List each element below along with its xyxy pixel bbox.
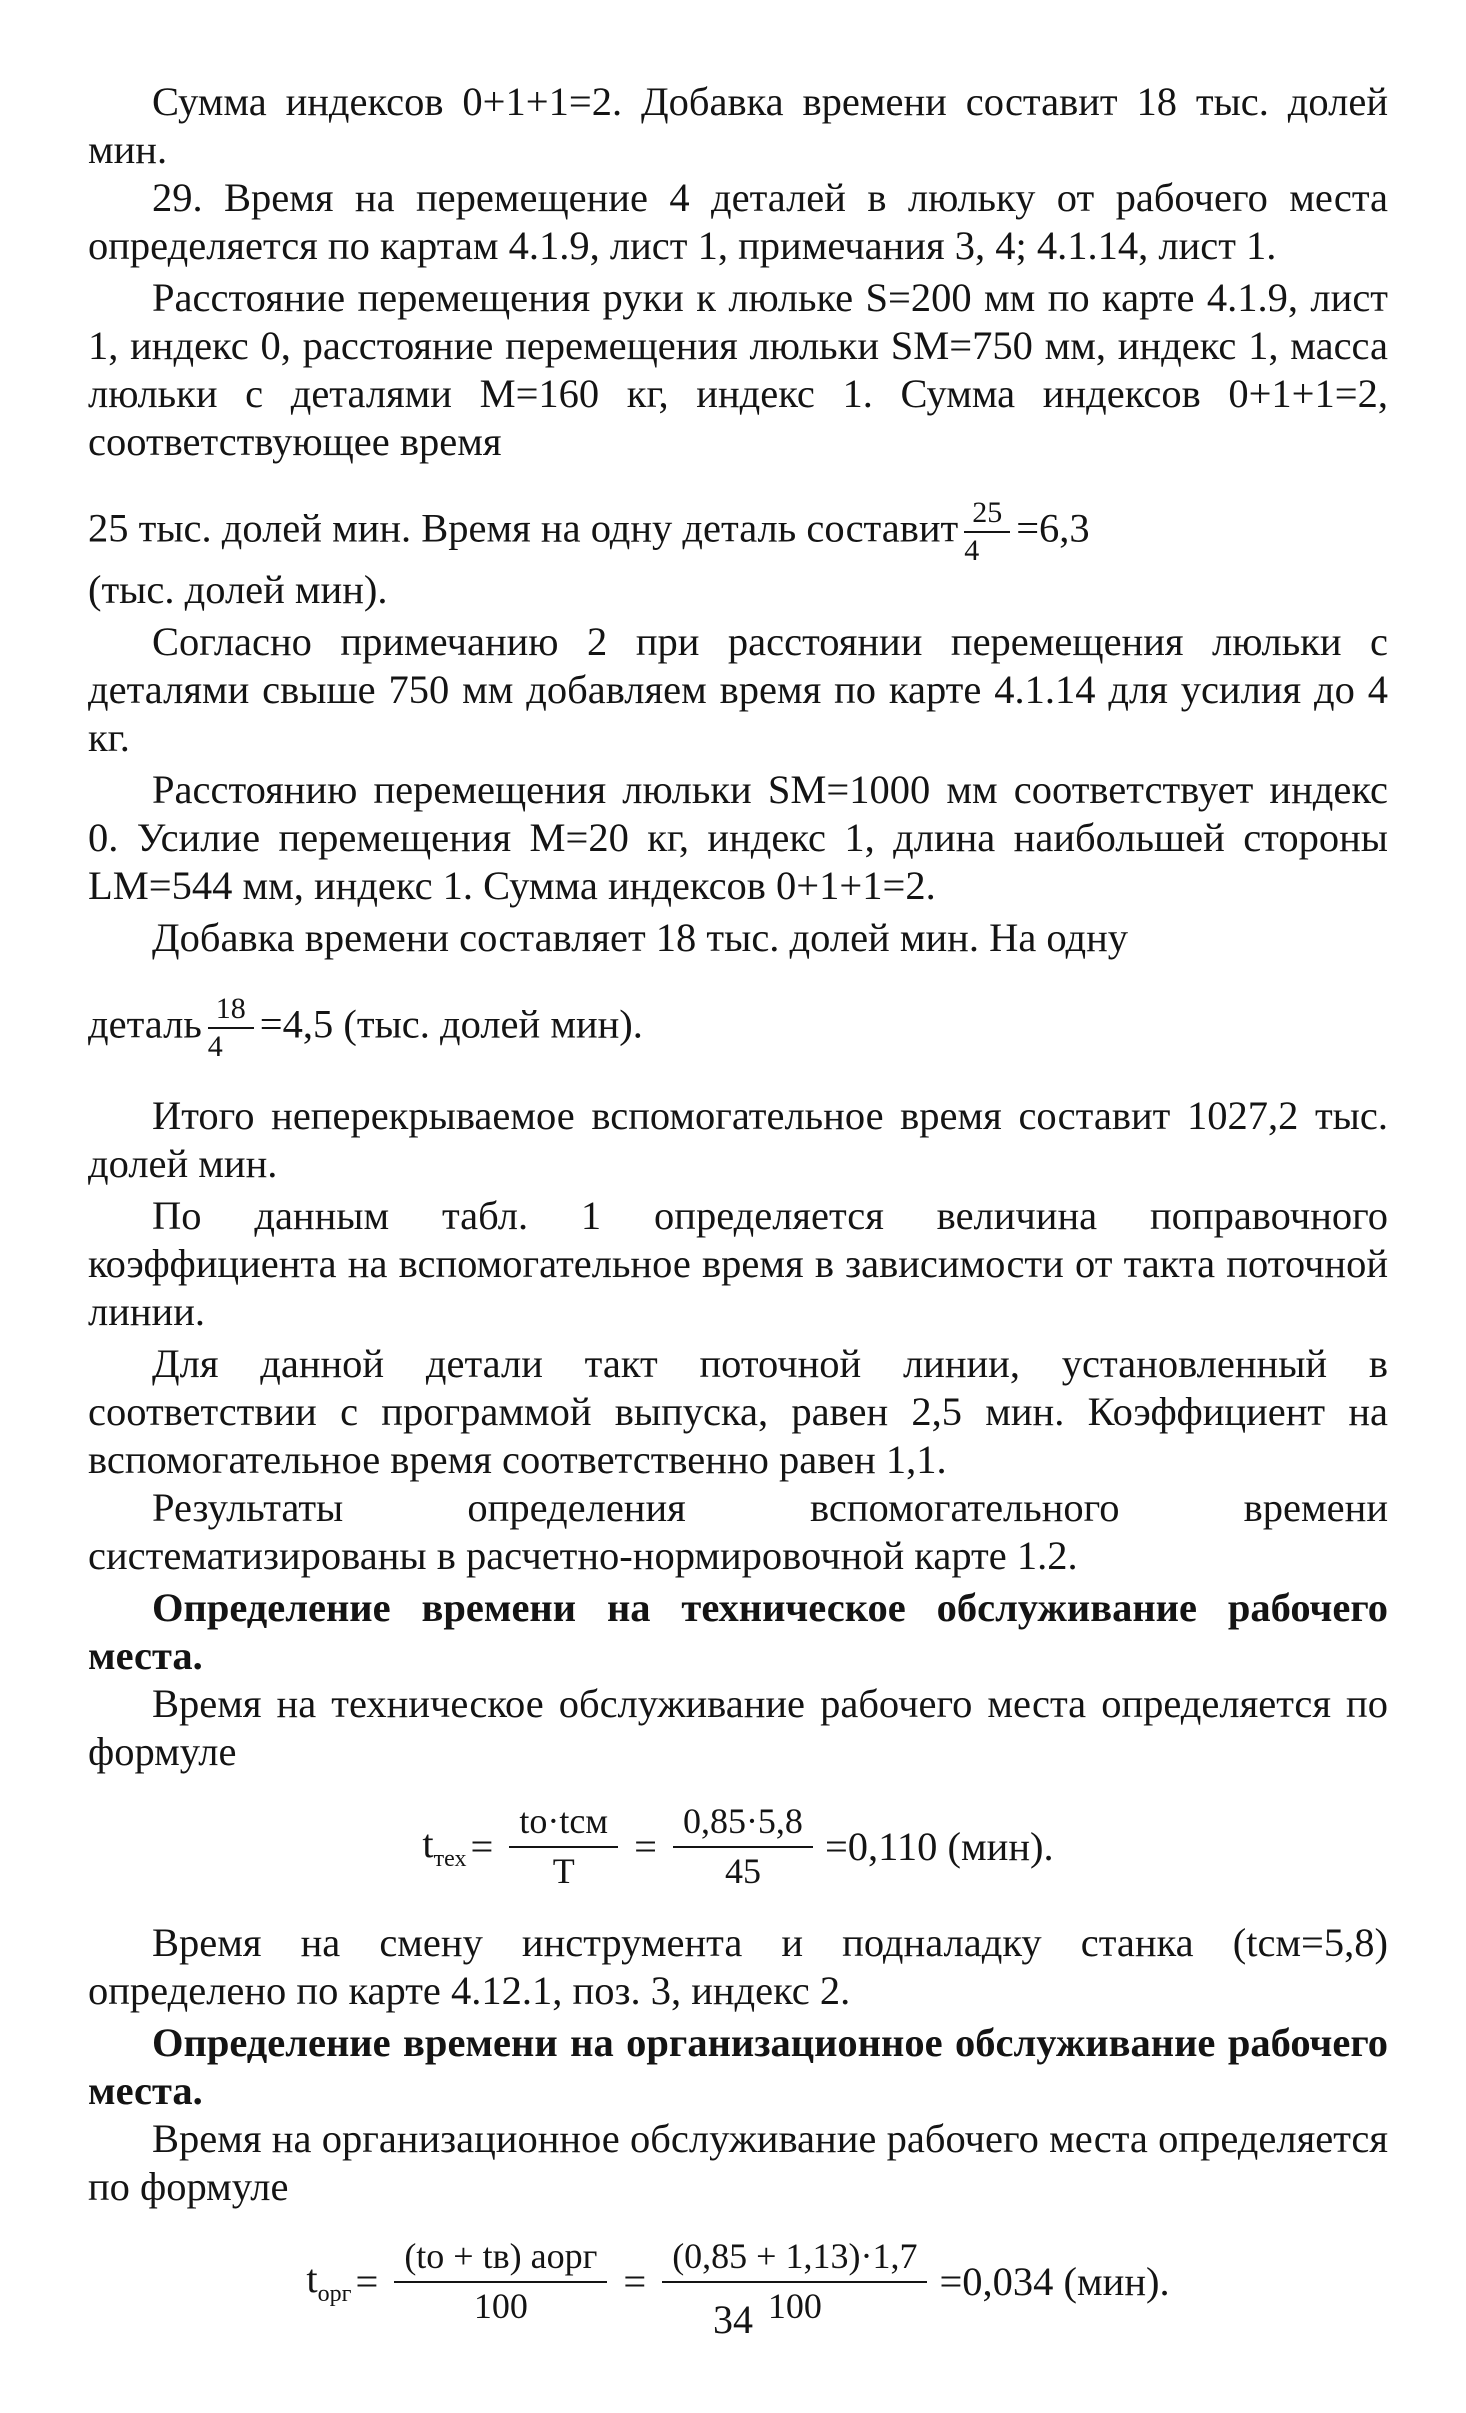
formula-fraction-symbolic xyxy=(509,1802,618,1891)
formula-result: =0,110 (мин). xyxy=(824,1824,1054,1870)
formula-numerator: 0,85·5,8 xyxy=(673,1802,813,1848)
paragraph-table-1: По данным табл. 1 определяется величина поправочного коэффициента на вспомогательное время в зависимости от такта поточной линии. xyxy=(88,1193,1388,1334)
formula-numerator: (0,85 + 1,13)·1,7 xyxy=(662,2237,927,2283)
heading-organizational-service: Определение времени на организационное обслуживание рабочего места. xyxy=(88,2020,1388,2114)
paragraph-organizational-formula-intro: Время на организационное обслуживание рабочего места определяется по формуле xyxy=(88,2116,1388,2210)
paragraph-time-addition: Добавка времени составляет 18 тыс. долей мин. На одну xyxy=(152,915,1129,960)
formula-denominator: 100 xyxy=(767,2285,822,2326)
page-number: 34 xyxy=(713,2297,753,2342)
text-result-6-3: =6,3 xyxy=(1016,505,1090,551)
equals-sign: = xyxy=(634,1824,657,1870)
paragraph-per-part-result xyxy=(88,994,1388,1062)
paragraph-total: Итого неперекрываемое вспомогательное время составит 1027,2 тыс. долей мин. xyxy=(88,1093,1388,1186)
fraction-25-4 xyxy=(964,498,1010,566)
paragraph-item-29: 29. Время на перемещение 4 деталей в люльку от рабочего места определяется по картам 4.1.9, лист 1, примечания 3, 4; 4.1.14, лист 1. xyxy=(88,175,1388,268)
paragraph-note-2: Согласно примечанию 2 при расстоянии перемещения люльки с деталями свыше 750 мм добавляем время по карте 4.1.14 для усилия до 4 кг. xyxy=(88,619,1388,760)
formula-lhs: $t_{тех}$ xyxy=(422,1821,467,1873)
formula-lhs: $t_{орг}$ xyxy=(306,2256,352,2308)
paragraph-time-per-part xyxy=(88,498,1388,566)
fraction-18-4 xyxy=(208,994,254,1062)
text-detail: деталь xyxy=(88,1001,202,1047)
paragraph-line-takt: Для данной детали такт поточной линии, установленный в соответствии с программой выпуска, равен 2,5 мин. Коэффициент на вспомогательное время соответственно равен 1,1. xyxy=(88,1341,1388,1482)
fraction-denominator: 4 xyxy=(964,534,980,567)
formula-denominator: 100 xyxy=(473,2285,528,2326)
paragraph-index-sum: Сумма индексов 0+1+1=2. Добавка времени составит 18 тыс. долей мин. xyxy=(88,79,1388,172)
paragraph-units: (тыс. долей мин). xyxy=(88,567,388,612)
formula-denominator: 45 xyxy=(724,1850,761,1891)
formula-fraction-numeric xyxy=(673,1802,813,1891)
fraction-denominator: 4 xyxy=(207,1030,223,1063)
text-time-per-part: 25 тыс. долей мин. Время на одну деталь составит xyxy=(88,505,959,551)
formula-numerator: (tо + tв) aорг xyxy=(394,2237,607,2283)
formula-technical-service xyxy=(88,1802,1388,1891)
equals-sign: = xyxy=(355,2259,379,2305)
paragraph-results: Результаты определения вспомогательного времени систематизированы в расчетно-нормировочной карте 1.2. xyxy=(88,1485,1388,1578)
paragraph-technical-formula-intro: Время на техническое обслуживание рабочего места определяется по формуле xyxy=(88,1681,1388,1774)
formula-numerator: tо·tсм xyxy=(509,1802,618,1848)
paragraph-cradle-distance: Расстоянию перемещения люльки SM=1000 мм соответствует индекс 0. Усилие перемещения M=20 кг, индекс 1, длина наибольшей стороны LM=544 мм, индекс 1. Сумма индексов 0+1+1=2. xyxy=(88,767,1388,908)
equals-sign: = xyxy=(470,1824,494,1870)
formula-result: =0,034 (мин). xyxy=(939,2259,1170,2305)
formula-denominator: T xyxy=(552,1850,575,1891)
heading-technical-service: Определение времени на техническое обслуживание рабочего места. xyxy=(88,1585,1388,1678)
paragraph-tool-change: Время на смену инструмента и подналадку станка (tсм=5,8) определено по карте 4.12.1, поз. 3, индекс 2. xyxy=(88,1920,1388,2014)
paragraph-distance: Расстояние перемещения руки к люльке S=200 мм по карте 4.1.9, лист 1, индекс 0, расстояние перемещения люльки SM=750 мм, индекс 1, масса люльки с деталями M=160 кг, индекс 1. Сумма индексов 0+1+1=2, соответствующее время xyxy=(88,275,1388,464)
text-result-4-5: =4,5 (тыс. долей мин). xyxy=(259,1001,643,1047)
equals-sign: = xyxy=(623,2259,647,2305)
fraction-numerator: 18 xyxy=(208,994,254,1029)
fraction-numerator: 25 xyxy=(964,498,1010,533)
